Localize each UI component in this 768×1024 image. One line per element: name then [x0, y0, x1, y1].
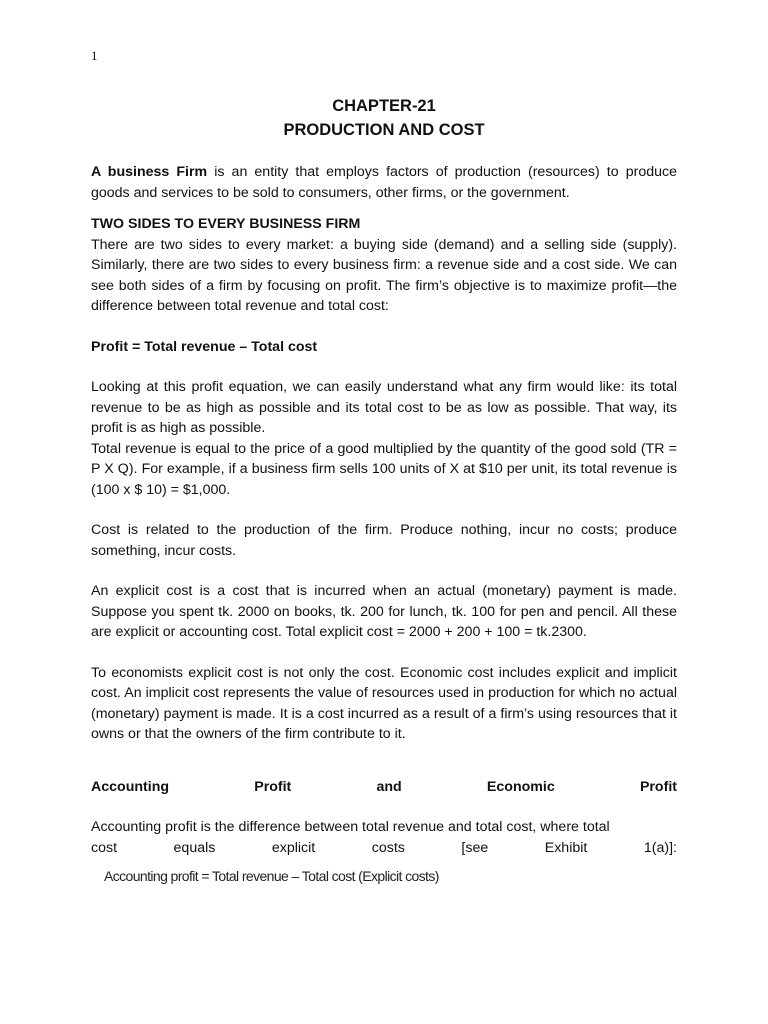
line-word: Exhibit: [544, 839, 588, 856]
heading-word: Profit: [639, 778, 677, 795]
page-number: 1: [91, 48, 98, 63]
paragraph-economic-cost: To economists explicit cost is not only the cost. Economic cost includes explicit and implicit cost. An implicit cost represents the value of resources used in production for which no actual (monetary) payment is made. It is a cost incurred as a result of a firm’s using resources that it owns or that the owners of the firm contribute to it.: [91, 664, 677, 742]
paragraph-explicit-cost: An explicit cost is a cost that is incurred when an actual (monetary) payment is made. Suppose you spent tk. 2000 on books, tk. 200 for lunch, tk. 100 for pen and pencil. All these are explicit or accounting cost. Total explicit cost = 2000 + 200 + 100 = tk.2300.: [91, 583, 677, 640]
paragraph-accounting-line2: [91, 838, 677, 859]
line-word: cost: [91, 839, 118, 856]
line-word: explicit: [271, 839, 316, 856]
paragraph-total-revenue: Total revenue is equal to the price of a good multiplied by the quantity of the good sold (TR = P X Q). For example, if a business firm sells 100 units of X at $10 per unit, its total revenue is (100 x $ 10) = $1,000.: [91, 440, 677, 498]
chapter-title: [91, 94, 677, 142]
line-word: costs: [371, 839, 405, 856]
accounting-profit-formula: Accounting profit = Total revenue – Total cost (Explicit costs): [104, 868, 439, 884]
line-word: 1(a)]:: [643, 839, 677, 856]
heading-word: Profit: [254, 778, 292, 795]
intro-term: A business Firm: [91, 164, 208, 180]
heading-word: and: [376, 778, 402, 795]
profit-formula: Profit = Total revenue – Total cost: [91, 338, 318, 355]
paragraph-profit-equation: Looking at this profit equation, we can easily understand what any firm would like: its total revenue to be as high as possible and its total cost to be as low as possible. That way, its profit is as high as possible.: [91, 379, 677, 436]
heading-word: Economic: [486, 778, 555, 795]
heading-word: Accounting: [91, 778, 170, 795]
chapter-name: PRODUCTION AND COST: [283, 121, 485, 139]
line-word: equals: [173, 839, 216, 856]
intro-paragraph: [91, 162, 677, 203]
line-word: [see: [461, 839, 489, 856]
paragraph-cost: Cost is related to the production of the firm. Produce nothing, incur no costs; produce something, incur costs.: [91, 522, 677, 559]
intro-text: is an entity that employs factors of production (resources) to produce goods and services to be sold to consumers, other firms, or the government.: [91, 164, 677, 201]
accounting-economic-profit-heading: [91, 777, 677, 798]
paragraph-two-sides: There are two sides to every market: a buying side (demand) and a selling side (supply). Similarly, there are two sides to every business firm: a revenue side and a cost side. We can see both sides of a firm by focusing on profit. The firm’s objective is to maximize profit—the difference between total revenue and total cost:: [91, 236, 677, 314]
section-heading: TWO SIDES TO EVERY BUSINESS FIRM: [91, 216, 361, 232]
chapter-number: CHAPTER-21: [332, 97, 436, 115]
paragraph-accounting-line1: Accounting profit is the difference between total revenue and total cost, where total: [91, 819, 610, 835]
document-body: [91, 94, 677, 887]
